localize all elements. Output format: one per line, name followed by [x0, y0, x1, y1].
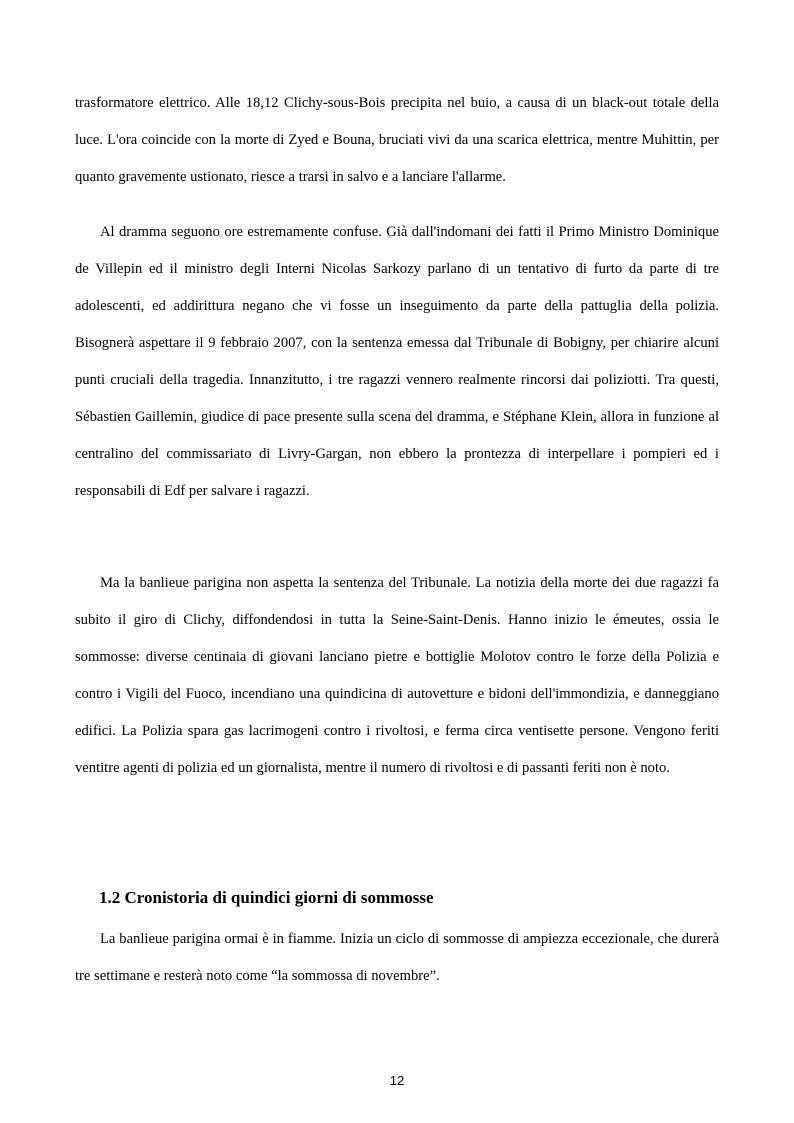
- page-number: 12: [389, 1073, 405, 1088]
- paragraph-continuation: trasformatore elettrico. Alle 18,12 Clichy-sous-Bois precipita nel buio, a causa di un black-out totale della luce. L'ora coincide con la morte di Zyed e Bouna, bruciati vivi da una scarica elettrica, mentre Muhittin, per quanto gravemente ustionato, riesce a trarsi in salvo e a lanciare l'allarme.: [75, 95, 719, 185]
- paragraph-aftermath: Al dramma seguono ore estremamente confuse. Già dall'indomani dei fatti il Primo Ministro Dominique de Villepin ed il ministro degli Interni Nicolas Sarkozy parlano di un tentativo di furto da parte di tre adolescenti, ed addirittura negano che vi fosse un inseguimento da parte della pattuglia della polizia. Bisognerà aspettare il 9 febbraio 2007, con la sentenza emessa dal Tribunale di Bobigny, per chiarire alcuni punti cruciali della tragedia. Innanzitutto, i tre ragazzi vennero realmente rincorsi dai poliziotti. Tra questi, Sébastien Gaillemin, giudice di pace presente sulla scena del dramma, e Stéphane Klein, allora in funzione al centralino del commissariato di Livry-Gargan, non ebbero la prontezza di interpellare i pompieri ed i responsabili di Edf per salvare i ragazzi.: [75, 224, 719, 499]
- section-heading: 1.2 Cronistoria di quindici giorni di sommosse: [99, 888, 434, 907]
- paragraph-section-intro: La banlieue parigina ormai è in fiamme. Inizia un ciclo di sommosse di ampiezza eccezionale, che durerà tre settimane e resterà noto come “la sommossa di novembre”.: [75, 931, 719, 984]
- paragraph-riots-begin: Ma la banlieue parigina non aspetta la sentenza del Tribunale. La notizia della morte dei due ragazzi fa subito il giro di Clichy, diffondendosi in tutta la Seine-Saint-Denis. Hanno inizio le émeutes, ossia le sommosse: diverse centinaia di giovani lanciano pietre e bottiglie Molotov contro le forze della Polizia e contro i Vigili del Fuoco, incendiano una quindicina di autovetture e bidoni dell'immondizia, e danneggiano edifici. La Polizia spara gas lacrimogeni contro i rivoltosi, e ferma circa ventisette persone. Vengono feriti ventitre agenti di polizia ed un giornalista, mentre il numero di rivoltosi e di passanti feriti non è noto.: [75, 575, 719, 776]
